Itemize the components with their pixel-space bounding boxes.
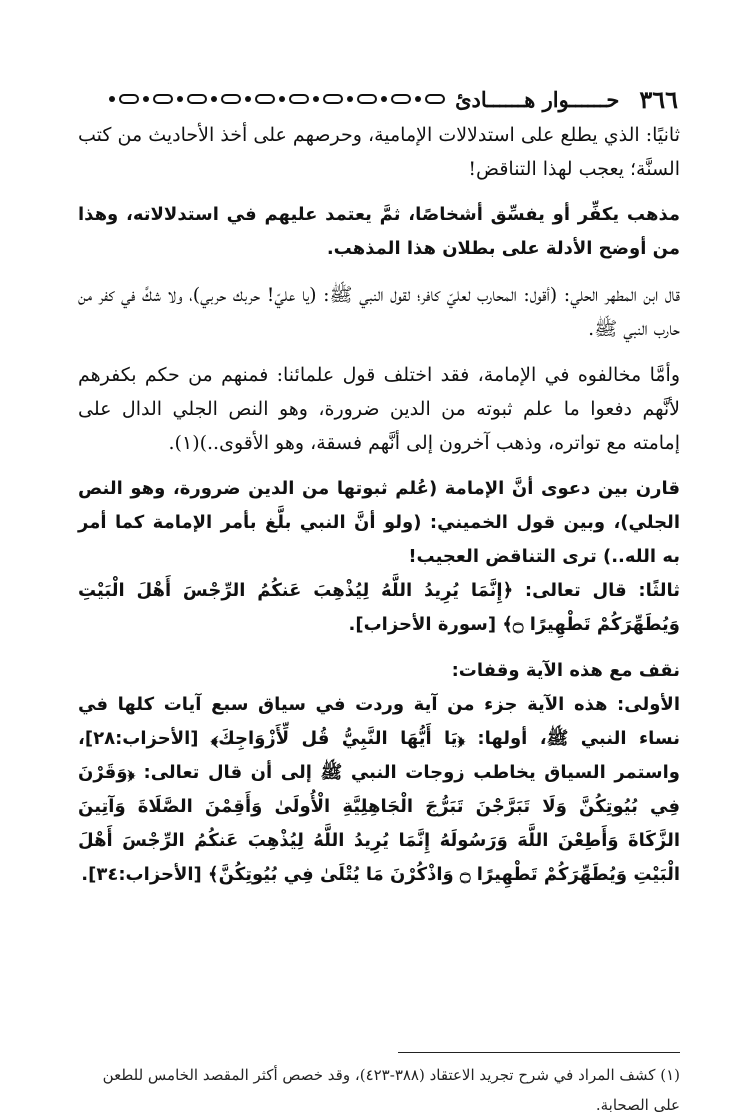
header-ornament bbox=[78, 94, 445, 104]
running-title: حــــــوار هــــــادئ bbox=[455, 86, 620, 112]
paragraph-opponents: وأمَّا مخالفوه في الإمامة، فقد اختلف قول علمائنا: فمنهم من حكم بكفرهم لأنَّهم دفعوا ما علم ثبوته من الدين ضرورة، وهو النص الجلي الدال على إمامته مع تواتره، وذهب آخرون إلى أنَّهم فسقة، وهو الأقوى..)(١). bbox=[78, 364, 680, 454]
section-heading: نقف مع هذه الآية وقفات: bbox=[451, 660, 680, 681]
footnote-divider bbox=[398, 1052, 680, 1053]
footnote: (١) كشف المراد في شرح تجريد الاعتقاد (٣٨٨-٤٢٣)، وقد خصص أكثر المقصد الخامس للطعن على الصحابة. bbox=[102, 1066, 680, 1114]
paragraph-madhab: مذهب يكفِّر أو يفسِّق أشخاصًا، ثمَّ يعتمد عليهم في استدلالاته، وهذا من أوضح الأدلة على بطلان هذا المذهب. bbox=[78, 204, 680, 259]
page-header bbox=[78, 84, 678, 114]
paragraph-first-point: الأولى: هذه الآية جزء من آية وردت في سياق سبع آيات كلها في نساء النبي ﷺ، أولها: ﴿يَا أَيُّهَا النَّبِيُّ قُل لِّأَزْوَاجِكَ﴾ [الأحزاب:٢٨]، واستمر السياق يخاطب زوجات النبي ﷺ إلى أن قال تعالى: ﴿وَقَرْنَ فِي بُيُوتِكُنَّ وَلَا تَبَرَّجْنَ تَبَرُّجَ الْجَاهِلِيَّةِ الْأُولَىٰ وَأَقِمْنَ الصَّلَاةَ وَآتِينَ الزَّكَاةَ وَأَطِعْنَ اللَّهَ وَرَسُولَهُ إِنَّمَا يُرِيدُ اللَّهُ لِيُذْهِبَ عَنكُمُ الرِّجْسَ أَهْلَ الْبَيْتِ وَيُطَهِّرَكُمْ تَطْهِيرًا ۝ وَاذْكُرْنَ مَا يُتْلَىٰ فِي بُيُوتِكُنَّ﴾ [الأحزاب:٣٤]. bbox=[78, 694, 680, 885]
paragraph-thirdly-verse: ثالثًا: قال تعالى: ﴿إِنَّمَا يُرِيدُ اللَّهُ لِيُذْهِبَ عَنكُمُ الرِّجْسَ أَهْلَ الْبَيْتِ وَيُطَهِّرَكُمْ تَطْهِيرًا ۝﴾ [سورة الأحزاب]. bbox=[78, 580, 680, 635]
page-body bbox=[78, 118, 680, 892]
page-number: ٣٦٦ bbox=[639, 84, 678, 114]
paragraph-ibn-mutahhar: قال ابن المطهر الحلي: (أقول: المحارب لعليّ كافر؛ لقول النبي ﷺ: (يا عليّ! حربك حربي)، ولا شكَّ في كفر من حارب النبي ﷺ. bbox=[78, 284, 680, 340]
paragraph-compare: قارن بين دعوى أنَّ الإمامة (عُلم ثبوتها من الدين ضرورة، وهو النص الجلي)، وبين قول الخميني: (ولو أنَّ النبي بلَّغ بأمر الإمامة كما أمر به الله..) ترى التناقض العجيب! bbox=[78, 478, 680, 567]
paragraph-secondly: ثانيًا: الذي يطلع على استدلالات الإمامية، وحرصهم على أخذ الأحاديث من كتب السنَّة؛ يعجب لهذا التناقض! bbox=[78, 124, 680, 180]
